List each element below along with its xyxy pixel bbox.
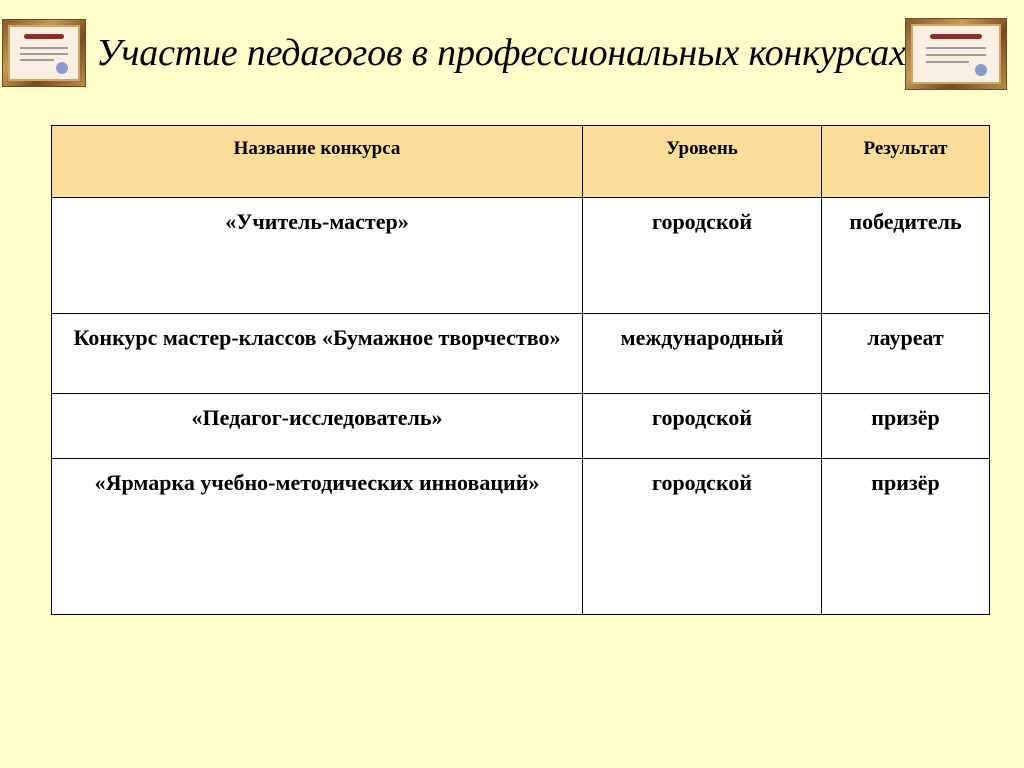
cell-result: лауреат bbox=[822, 314, 990, 394]
header-contest-name: Название конкурса bbox=[52, 126, 583, 198]
diploma-certificate-icon bbox=[3, 20, 85, 86]
header-result: Результат bbox=[822, 126, 990, 198]
page-title: Участие педагогов в профессиональных конкурсах bbox=[96, 32, 906, 74]
cell-contest-name: «Педагог-исследователь» bbox=[52, 394, 583, 459]
table-row bbox=[52, 314, 990, 394]
cell-level: городской bbox=[583, 394, 822, 459]
cell-contest-name: Конкурс мастер-классов «Бумажное творчество» bbox=[52, 314, 583, 394]
cell-contest-name: «Учитель-мастер» bbox=[52, 198, 583, 314]
cell-result: призёр bbox=[822, 394, 990, 459]
table-row bbox=[52, 459, 990, 615]
cell-contest-name: «Ярмарка учебно-методических инноваций» bbox=[52, 459, 583, 615]
contests-table bbox=[51, 125, 990, 615]
table-header-row bbox=[52, 126, 990, 198]
cell-level: международный bbox=[583, 314, 822, 394]
cell-level: городской bbox=[583, 459, 822, 615]
cell-result: призёр bbox=[822, 459, 990, 615]
diploma-certificate-icon bbox=[906, 19, 1006, 89]
table-row bbox=[52, 198, 990, 314]
cell-result: победитель bbox=[822, 198, 990, 314]
header-level: Уровень bbox=[583, 126, 822, 198]
table-row bbox=[52, 394, 990, 459]
cell-level: городской bbox=[583, 198, 822, 314]
